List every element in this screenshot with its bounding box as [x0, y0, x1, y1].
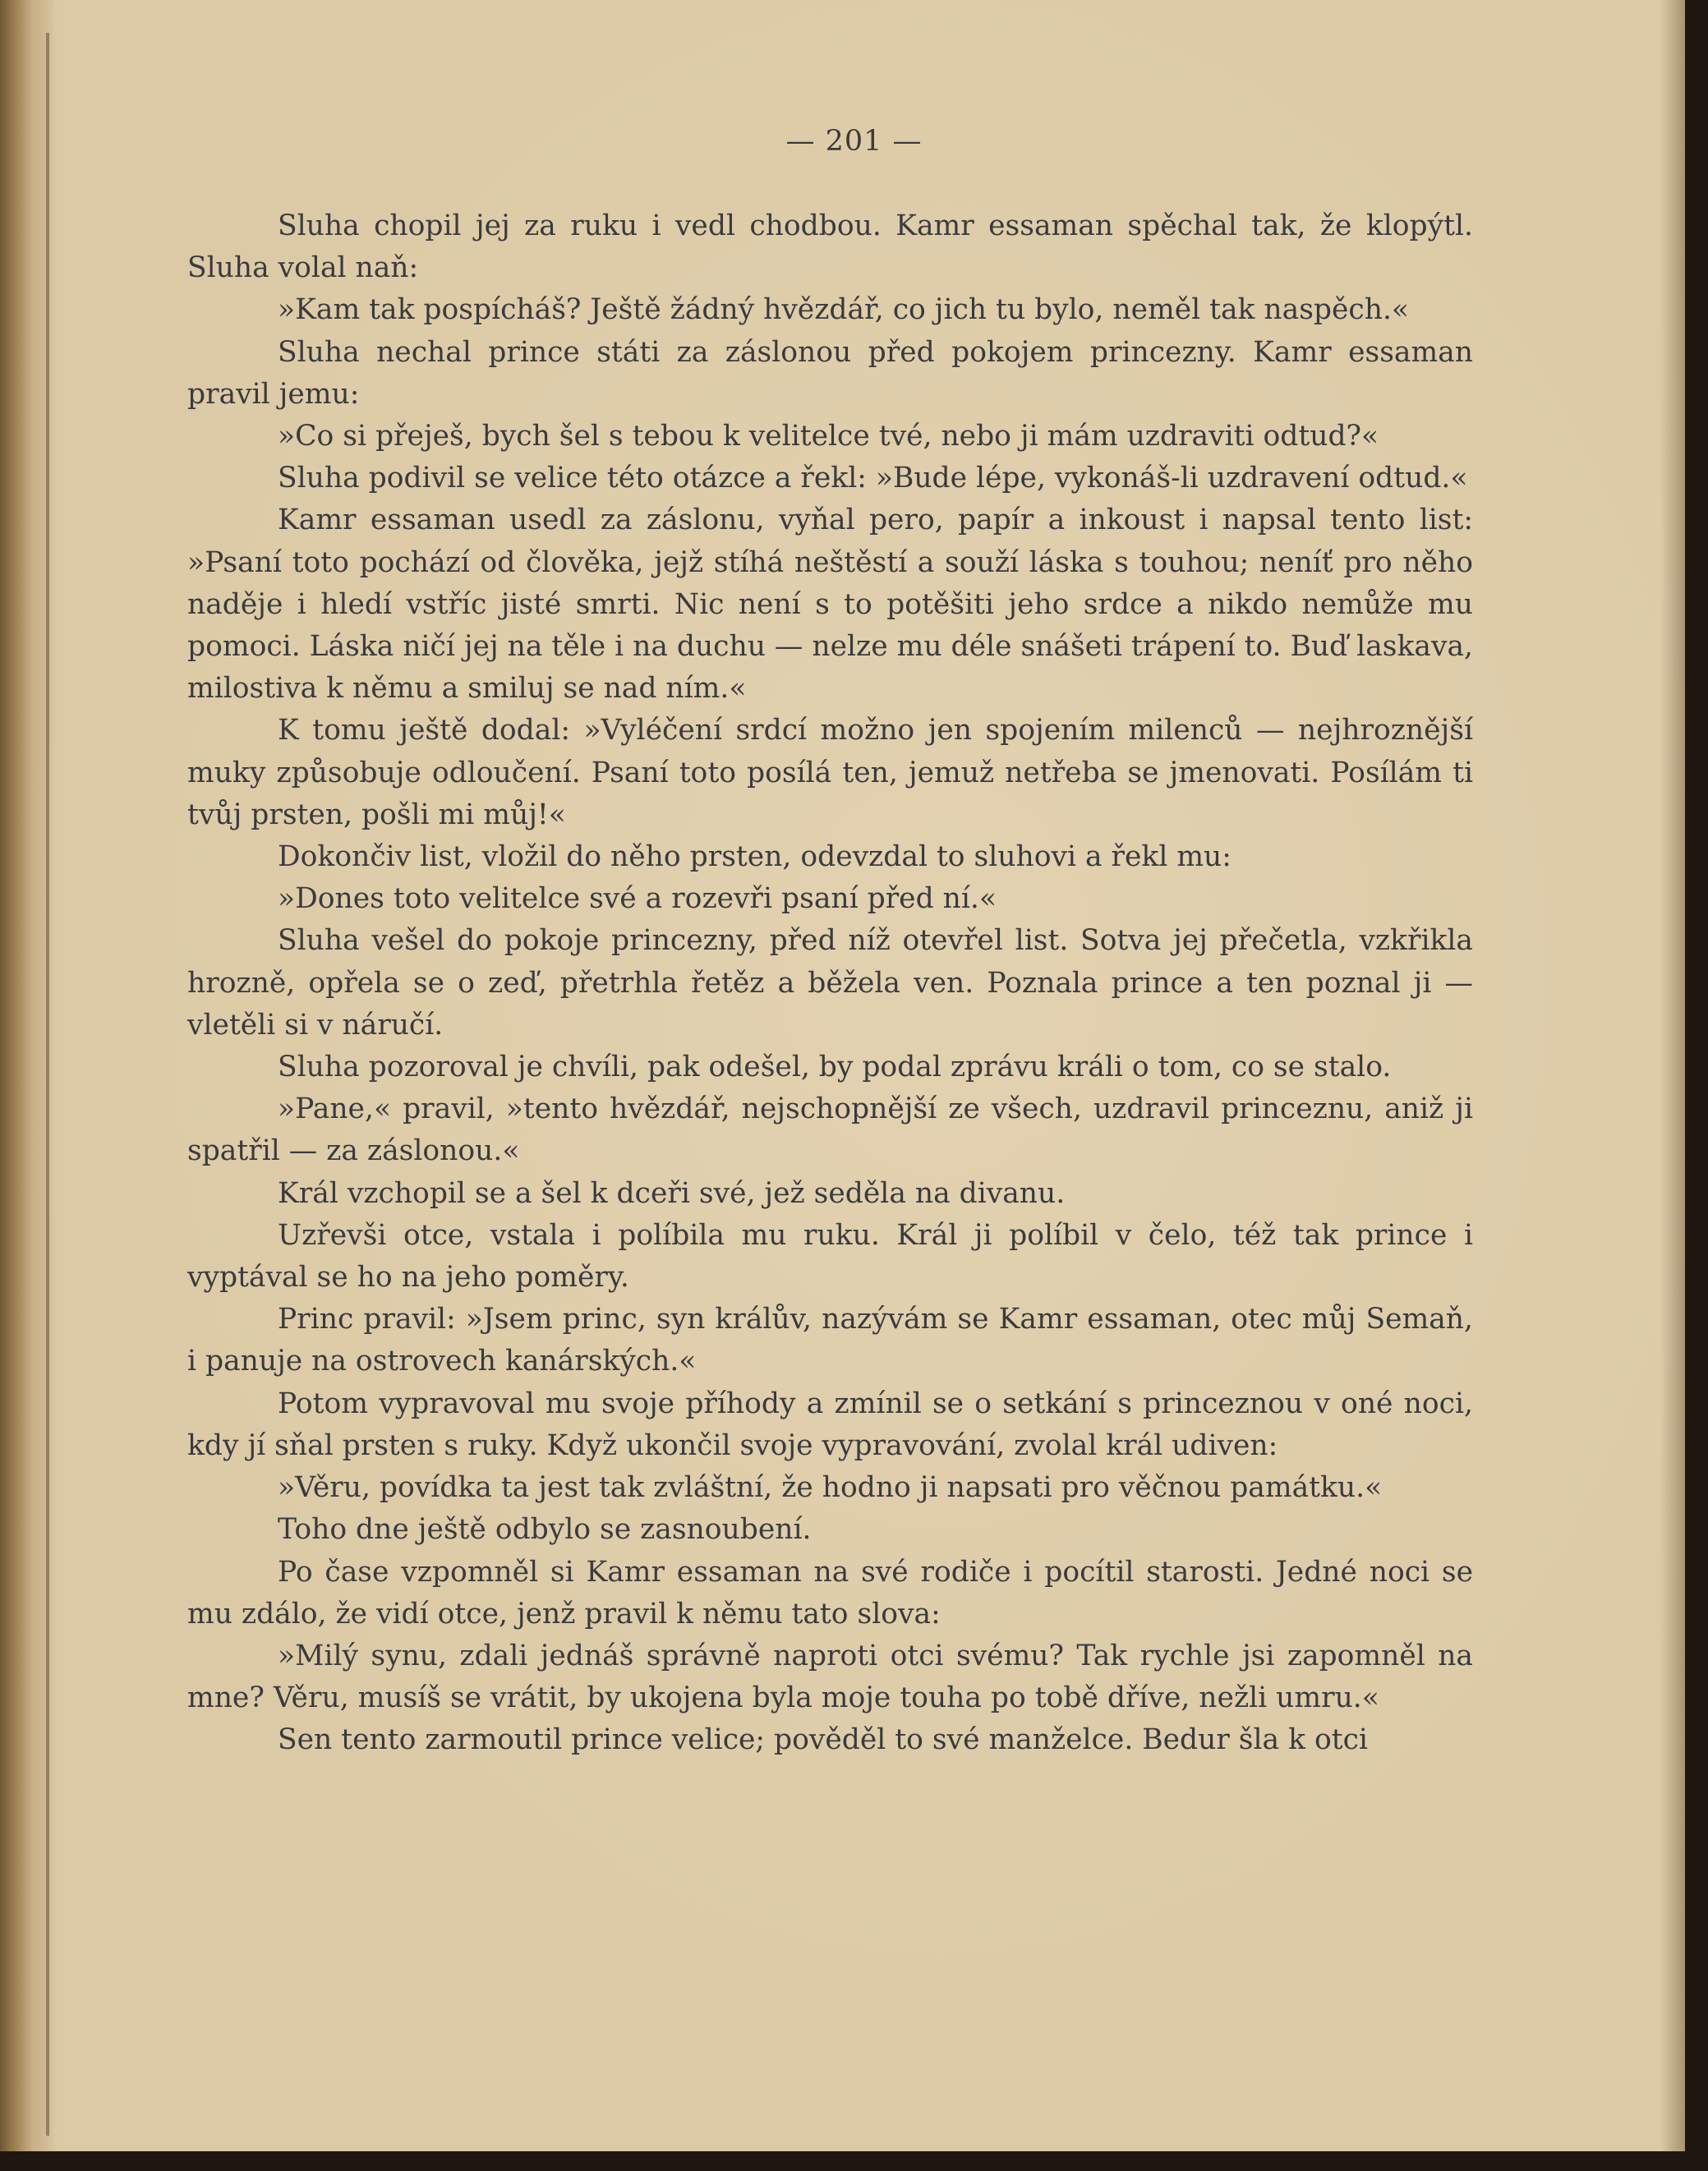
paragraph: Princ pravil: »Jsem princ, syn králův, nazývám se Kamr essaman, otec můj Semaň, i panuje na ostrovech kanárských.«	[187, 1303, 1473, 1378]
paragraph: Sluha nechal prince státi za záslonou před pokojem princezny. Kamr essaman pravil jemu:	[187, 335, 1473, 411]
paragraph: Dokončiv list, vložil do něho prsten, odevzdal to sluhovi a řekl mu:	[278, 840, 1232, 874]
body-text	[187, 205, 1473, 1762]
paragraph: Král vzchopil se a šel k dceři své, jež seděla na divanu.	[278, 1176, 1066, 1210]
paragraph: Sluha podivil se velice této otázce a řekl: »Bude lépe, vykonáš-li uzdravení odtud.«	[278, 462, 1468, 495]
paragraph: »Dones toto velitelce své a rozevři psaní před ní.«	[278, 882, 997, 916]
paragraph: Sen tento zarmoutil prince velice; pověděl to své manželce. Bedur šla k otci	[278, 1723, 1368, 1757]
paragraph: »Věru, povídka ta jest tak zvláštní, že hodno ji napsati pro věčnou památku.«	[278, 1471, 1383, 1505]
paragraph: Uzřevši otce, vstala i políbila mu ruku. Král ji políbil v čelo, též tak prince i vyptával se ho na jeho poměry.	[187, 1218, 1473, 1295]
scan-border-bottom	[0, 2151, 1708, 2171]
paragraph: »Milý synu, zdali jednáš správně naproti otci svému? Tak rychle jsi zapomněl na mne? Věru, musíš se vrátit, by ukojena byla moje touha po tobě dříve, nežli umru.«	[187, 1639, 1473, 1715]
paragraph: »Kam tak pospícháš? Ještě žádný hvězdář, co jich tu bylo, neměl tak naspěch.«	[278, 293, 1410, 327]
paragraph: »Co si přeješ, bych šel s tebou k velitelce tvé, nebo ji mám uzdraviti odtud?«	[278, 420, 1379, 453]
paragraph: Kamr essaman usedl za záslonu, vyňal pero, papír a inkoust i napsal tento list: »Psaní toto pochází od člověka, jejž stíhá neštěstí a souží láska s touhou; neníť pro něho naděje i hledí vstříc jisté smrti. Nic není s to potěšiti jeho srdce a nikdo nemůže mu pomoci. Láska ničí jej na těle i na duchu — nelze mu déle snášeti trápení to. Buď laskava, milostiva k němu a smiluj se nad ním.«	[187, 504, 1473, 706]
paragraph: Sluha vešel do pokoje princezny, před níž otevřel list. Sotva jej přečetla, vzkřikla hrozně, opřela se o zeď, přetrhla řetěz a běžela ven. Poznala prince a ten poznal ji — vletěli si v náručí.	[187, 924, 1473, 1042]
paragraph: Sluha chopil jej za ruku i vedl chodbou. Kamr essaman spěchal tak, že klopýtl. Sluha volal naň:	[187, 209, 1473, 285]
page-number: — 201 —	[785, 125, 923, 158]
paragraph: K tomu ještě dodal: »Vyléčení srdcí možno jen spojením milenců — nejhroznější muky způsobuje odloučení. Psaní toto posílá ten, jemuž netřeba se jmenovati. Posílám ti tvůj prsten, pošli mi můj!«	[187, 714, 1473, 831]
paragraph: Toho dne ještě odbylo se zasnoubení.	[278, 1513, 812, 1547]
binding-line	[46, 33, 49, 2136]
page-edge-shadow	[1660, 0, 1685, 2171]
paragraph: Potom vypravoval mu svoje příhody a zmínil se o setkání s princeznou v oné noci, kdy jí sňal prsten s ruky. Když ukončil svoje vypravování, zvolal král udiven:	[187, 1387, 1473, 1462]
paragraph: »Pane,« pravil, »tento hvězdář, nejschopnější ze všech, uzdravil princeznu, aniž ji spatřil — za záslonou.«	[187, 1092, 1473, 1168]
paragraph: Po čase vzpomněl si Kamr essaman na své rodiče i pocítil starosti. Jedné noci se mu zdálo, že vidí otce, jenž pravil k němu tato slova:	[187, 1555, 1473, 1631]
scan-border-right	[1685, 0, 1708, 2171]
paragraph: Sluha pozoroval je chvíli, pak odešel, by podal zprávu králi o tom, co se stalo.	[278, 1051, 1392, 1084]
